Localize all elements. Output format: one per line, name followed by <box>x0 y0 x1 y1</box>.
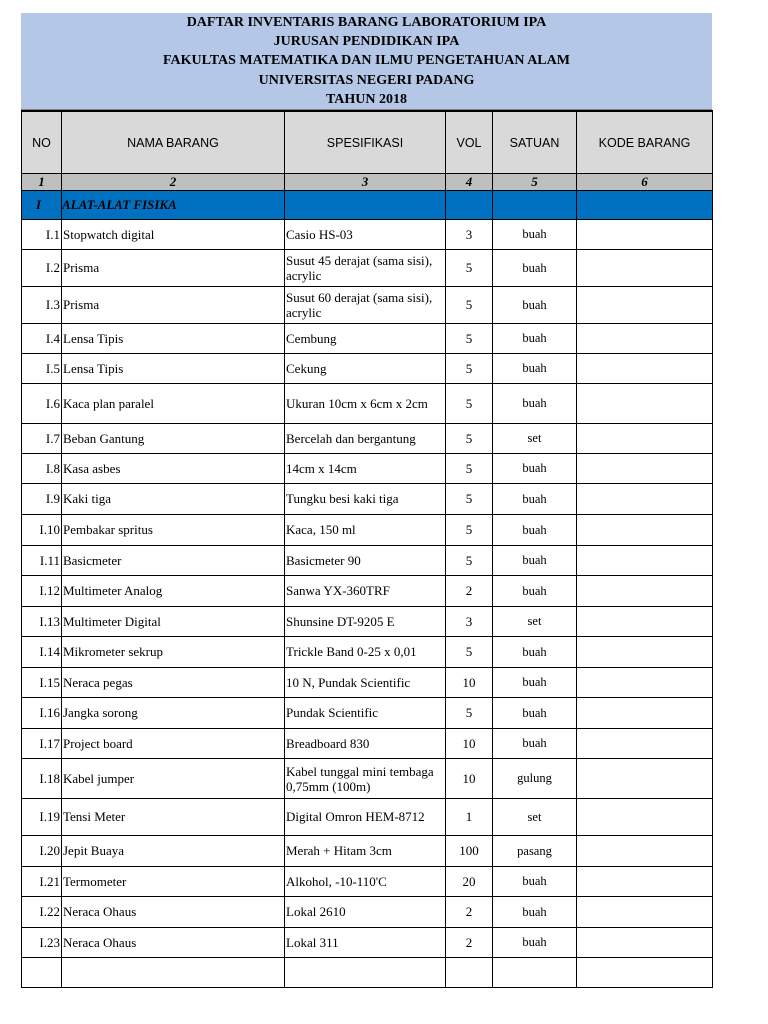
item-spec: Alkohol, -10-110'C <box>285 867 446 897</box>
table-row <box>22 836 713 867</box>
item-name: Mikrometer sekrup <box>62 637 285 668</box>
item-number: I.10 <box>22 515 62 546</box>
inventory-table <box>21 110 713 988</box>
item-volume: 5 <box>446 354 493 384</box>
table-row <box>22 424 713 454</box>
category-row <box>22 191 713 220</box>
item-code <box>577 515 713 546</box>
item-code <box>577 698 713 729</box>
item-spec: 14cm x 14cm <box>285 454 446 484</box>
item-number: I.23 <box>22 928 62 958</box>
column-number: 2 <box>62 174 285 191</box>
item-spec: Cekung <box>285 354 446 384</box>
title-line-1: DAFTAR INVENTARIS BARANG LABORATORIUM IPA <box>186 15 547 30</box>
item-name: Prisma <box>62 250 285 287</box>
table-row <box>22 637 713 668</box>
column-number: 3 <box>285 174 446 191</box>
item-volume: 2 <box>446 576 493 607</box>
item-number: I.6 <box>22 384 62 424</box>
item-name: Neraca pegas <box>62 668 285 698</box>
item-name: Beban Gantung <box>62 424 285 454</box>
item-code <box>577 729 713 759</box>
item-spec: Casio HS-03 <box>285 220 446 250</box>
table-row <box>22 576 713 607</box>
item-spec: Breadboard 830 <box>285 729 446 759</box>
table-row <box>22 220 713 250</box>
item-spec: Trickle Band 0-25 x 0,01 <box>285 637 446 668</box>
item-code <box>577 354 713 384</box>
item-volume: 5 <box>446 384 493 424</box>
item-number: I.17 <box>22 729 62 759</box>
item-unit: buah <box>493 637 577 668</box>
item-spec: Lokal 2610 <box>285 897 446 928</box>
title-line-5: TAHUN 2018 <box>325 91 408 107</box>
item-number: I.9 <box>22 484 62 515</box>
item-name: Lensa Tipis <box>62 324 285 354</box>
column-number: 5 <box>493 174 577 191</box>
empty-cell <box>493 958 577 988</box>
item-code <box>577 867 713 897</box>
item-name: Stopwatch digital <box>62 220 285 250</box>
item-code <box>577 607 713 637</box>
item-name: Kabel jumper <box>62 759 285 799</box>
item-volume: 10 <box>446 668 493 698</box>
item-spec: Kaca, 150 ml <box>285 515 446 546</box>
item-unit: set <box>493 607 577 637</box>
column-header-no: NO <box>22 111 62 174</box>
item-code <box>577 637 713 668</box>
empty-cell <box>285 191 446 220</box>
item-number: I.19 <box>22 799 62 836</box>
item-code <box>577 424 713 454</box>
table-row <box>22 759 713 799</box>
item-code <box>577 454 713 484</box>
item-name: Neraca Ohaus <box>62 928 285 958</box>
item-number: I.11 <box>22 546 62 576</box>
item-name: Kaki tiga <box>62 484 285 515</box>
column-header-row <box>22 111 713 174</box>
item-volume: 5 <box>446 287 493 324</box>
item-name: Tensi Meter <box>62 799 285 836</box>
item-unit: buah <box>493 454 577 484</box>
item-volume: 5 <box>446 424 493 454</box>
column-header-name: NAMA BARANG <box>62 111 285 174</box>
item-number: I.7 <box>22 424 62 454</box>
item-unit: set <box>493 799 577 836</box>
item-unit: buah <box>493 867 577 897</box>
item-unit: buah <box>493 668 577 698</box>
item-unit: buah <box>493 897 577 928</box>
item-number: I.21 <box>22 867 62 897</box>
item-unit: buah <box>493 729 577 759</box>
item-volume: 2 <box>446 928 493 958</box>
empty-cell <box>493 191 577 220</box>
table-row <box>22 250 713 287</box>
item-spec: Pundak Scientific <box>285 698 446 729</box>
item-number: I.1 <box>22 220 62 250</box>
column-number: 4 <box>446 174 493 191</box>
item-spec: Ukuran 10cm x 6cm x 2cm <box>285 384 446 424</box>
item-spec: Lokal 311 <box>285 928 446 958</box>
item-code <box>577 576 713 607</box>
item-code <box>577 484 713 515</box>
item-code <box>577 928 713 958</box>
item-name: Kaca plan paralel <box>62 384 285 424</box>
column-number-row <box>22 174 713 191</box>
item-unit: buah <box>493 324 577 354</box>
item-name: Pembakar spritus <box>62 515 285 546</box>
column-header-vol: VOL <box>446 111 493 174</box>
item-number: I.16 <box>22 698 62 729</box>
item-volume: 5 <box>446 324 493 354</box>
item-code <box>577 287 713 324</box>
empty-cell <box>446 958 493 988</box>
item-code <box>577 836 713 867</box>
title-line-4: UNIVERSITAS NEGERI PADANG <box>258 72 475 88</box>
item-volume: 1 <box>446 799 493 836</box>
empty-cell <box>446 191 493 220</box>
item-volume: 5 <box>446 515 493 546</box>
item-volume: 5 <box>446 637 493 668</box>
item-unit: buah <box>493 484 577 515</box>
table-row <box>22 799 713 836</box>
item-spec: 10 N, Pundak Scientific <box>285 668 446 698</box>
column-header-code: KODE BARANG <box>577 111 713 174</box>
column-header-spec: SPESIFIKASI <box>285 111 446 174</box>
category-name: ALAT-ALAT FISIKA <box>62 191 285 220</box>
item-code <box>577 668 713 698</box>
item-volume: 3 <box>446 607 493 637</box>
table-row <box>22 484 713 515</box>
item-number: I.4 <box>22 324 62 354</box>
item-number: I.22 <box>22 897 62 928</box>
item-number: I.20 <box>22 836 62 867</box>
item-name: Multimeter Analog <box>62 576 285 607</box>
item-code <box>577 799 713 836</box>
table-row <box>22 607 713 637</box>
item-unit: buah <box>493 576 577 607</box>
table-row <box>22 867 713 897</box>
item-spec: Kabel tunggal mini tembaga 0,75mm (100m) <box>285 759 446 799</box>
item-volume: 5 <box>446 250 493 287</box>
item-number: I.5 <box>22 354 62 384</box>
item-rows <box>22 220 713 988</box>
item-number: I.2 <box>22 250 62 287</box>
item-name: Multimeter Digital <box>62 607 285 637</box>
table-row <box>22 698 713 729</box>
item-unit: buah <box>493 220 577 250</box>
table-row <box>22 928 713 958</box>
item-code <box>577 220 713 250</box>
item-unit: buah <box>493 698 577 729</box>
item-unit: set <box>493 424 577 454</box>
item-volume: 5 <box>446 454 493 484</box>
table-row <box>22 354 713 384</box>
item-name: Neraca Ohaus <box>62 897 285 928</box>
item-name: Project board <box>62 729 285 759</box>
item-number: I.13 <box>22 607 62 637</box>
item-unit: gulung <box>493 759 577 799</box>
empty-cell <box>22 958 62 988</box>
item-name: Jangka sorong <box>62 698 285 729</box>
item-spec: Basicmeter 90 <box>285 546 446 576</box>
item-code <box>577 546 713 576</box>
item-code <box>577 324 713 354</box>
table-row <box>22 287 713 324</box>
column-number: 6 <box>577 174 713 191</box>
item-unit: buah <box>493 250 577 287</box>
item-code <box>577 250 713 287</box>
empty-row <box>22 958 713 988</box>
table-row <box>22 515 713 546</box>
table-row <box>22 324 713 354</box>
item-name: Termometer <box>62 867 285 897</box>
item-volume: 10 <box>446 729 493 759</box>
item-spec: Digital Omron HEM-8712 <box>285 799 446 836</box>
item-code <box>577 759 713 799</box>
category-number: I <box>22 191 62 220</box>
item-code <box>577 384 713 424</box>
item-name: Prisma <box>62 287 285 324</box>
item-number: I.14 <box>22 637 62 668</box>
table-row <box>22 546 713 576</box>
item-number: I.15 <box>22 668 62 698</box>
empty-cell <box>62 958 285 988</box>
empty-cell <box>577 958 713 988</box>
empty-cell <box>285 958 446 988</box>
item-spec: Susut 45 derajat (sama sisi), acrylic <box>285 250 446 287</box>
item-spec: Susut 60 derajat (sama sisi), acrylic <box>285 287 446 324</box>
empty-cell <box>577 191 713 220</box>
table-row <box>22 454 713 484</box>
item-code <box>577 897 713 928</box>
item-spec: Sanwa YX-360TRF <box>285 576 446 607</box>
column-number: 1 <box>22 174 62 191</box>
item-spec: Tungku besi kaki tiga <box>285 484 446 515</box>
item-name: Basicmeter <box>62 546 285 576</box>
item-volume: 3 <box>446 220 493 250</box>
item-volume: 100 <box>446 836 493 867</box>
item-unit: buah <box>493 546 577 576</box>
item-unit: buah <box>493 515 577 546</box>
item-volume: 2 <box>446 897 493 928</box>
item-number: I.18 <box>22 759 62 799</box>
item-unit: pasang <box>493 836 577 867</box>
table-row <box>22 729 713 759</box>
table-row <box>22 384 713 424</box>
item-unit: buah <box>493 287 577 324</box>
item-spec: Cembung <box>285 324 446 354</box>
item-volume: 20 <box>446 867 493 897</box>
item-volume: 5 <box>446 484 493 515</box>
item-name: Jepit Buaya <box>62 836 285 867</box>
item-volume: 10 <box>446 759 493 799</box>
item-spec: Merah + Hitam 3cm <box>285 836 446 867</box>
item-name: Lensa Tipis <box>62 354 285 384</box>
item-number: I.12 <box>22 576 62 607</box>
item-spec: Shunsine DT-9205 E <box>285 607 446 637</box>
title-band <box>21 13 712 110</box>
item-number: I.8 <box>22 454 62 484</box>
item-spec: Bercelah dan bergantung <box>285 424 446 454</box>
item-volume: 5 <box>446 698 493 729</box>
inventory-sheet <box>21 13 712 988</box>
item-unit: buah <box>493 928 577 958</box>
item-name: Kasa asbes <box>62 454 285 484</box>
item-unit: buah <box>493 354 577 384</box>
item-volume: 5 <box>446 546 493 576</box>
item-number: I.3 <box>22 287 62 324</box>
title-line-2: JURUSAN PENDIDIKAN IPA <box>273 34 460 50</box>
table-row <box>22 897 713 928</box>
column-header-unit: SATUAN <box>493 111 577 174</box>
table-row <box>22 668 713 698</box>
title-line-3: FAKULTAS MATEMATIKA DAN ILMU PENGETAHUAN ALAM <box>163 53 570 69</box>
item-unit: buah <box>493 384 577 424</box>
